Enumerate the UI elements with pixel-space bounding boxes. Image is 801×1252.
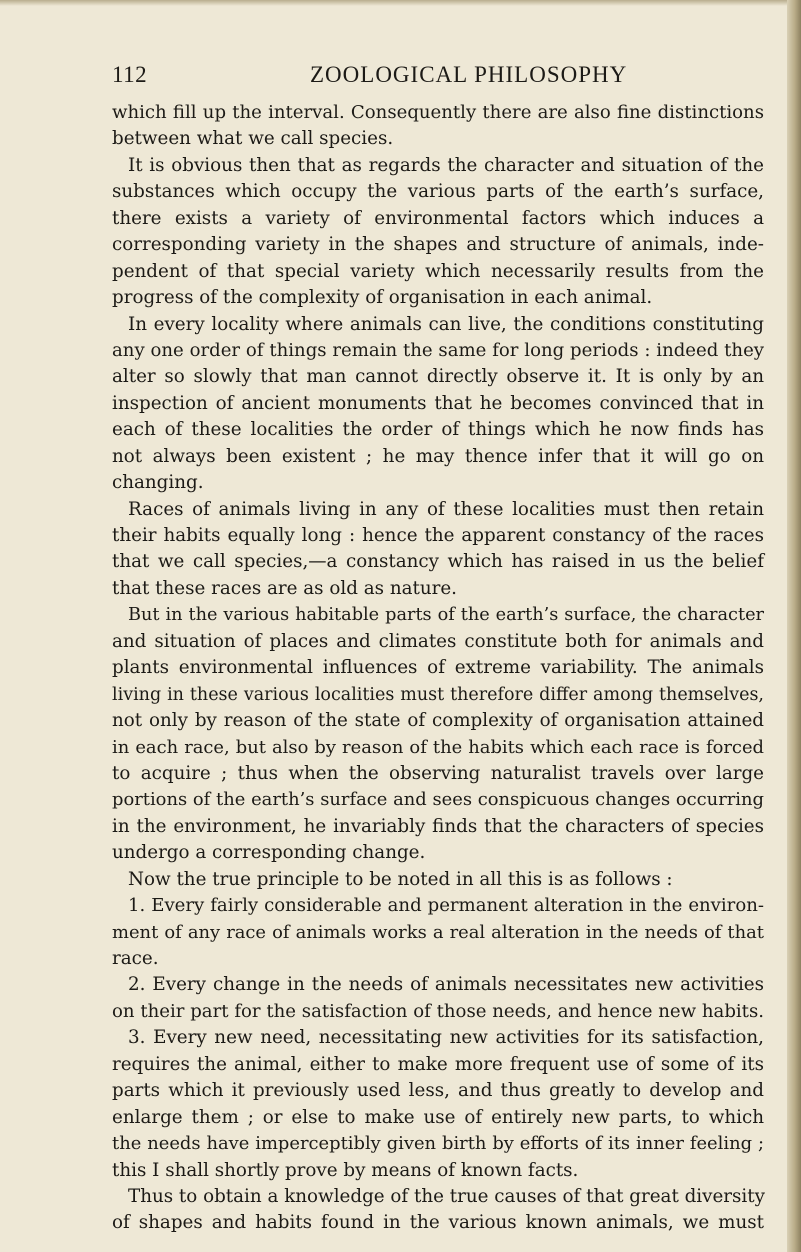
body-text xyxy=(112,100,764,1237)
text-line: their habits equally long : hence the apparent constancy of the races xyxy=(112,525,764,546)
text-line: to acquire ; thus when the observing naturalist travels over large xyxy=(112,762,764,784)
text-line: corresponding variety in the shapes and structure of animals, inde- xyxy=(112,234,764,256)
text-line: 1. Every fairly considerable and permanent alteration in the environ- xyxy=(128,895,764,917)
text-line: on their part for the satisfaction of those needs, and hence new habits. xyxy=(112,1000,764,1022)
text-line: Races of animals living in any of these localities must then retain xyxy=(128,498,764,520)
text-line: alter so slowly that man cannot directly observe it. It is only by an xyxy=(112,366,764,388)
text-line: race. xyxy=(112,948,159,969)
text-line: this I shall shortly prove by means of known facts. xyxy=(112,1159,579,1181)
text-line: It is obvious then that as regards the character and situation of the xyxy=(128,154,764,176)
text-line: inspection of ancient monuments that he becomes convinced that in xyxy=(112,392,764,414)
text-line: in each race, but also by reason of the habits which each race is forced xyxy=(112,736,764,758)
text-line: requires the animal, either to make more frequent use of some of its xyxy=(112,1053,764,1075)
page-header xyxy=(112,62,762,92)
page-binding-edge xyxy=(787,0,801,1252)
text-line: there exists a variety of environmental factors which induces a xyxy=(112,207,764,229)
text-line: Now the true principle to be noted in all this is as follows : xyxy=(128,868,673,890)
text-line: in the environment, he invariably finds that the characters of species xyxy=(112,815,764,837)
running-head: ZOOLOGICAL PHILOSOPHY xyxy=(310,62,628,87)
text-line: portions of the earth’s surface and sees conspicuous changes occurring xyxy=(112,789,764,811)
text-line: plants environmental influences of extreme variability. The animals xyxy=(112,657,764,679)
page-top-edge xyxy=(0,0,801,6)
text-line: undergo a corresponding change. xyxy=(112,842,426,864)
text-line: parts which it previously used less, and thus greatly to develop and xyxy=(112,1080,764,1102)
text-line: 2. Every change in the needs of animals necessitates new activities xyxy=(128,974,764,996)
text-line: that these races are as old as nature. xyxy=(112,577,457,599)
text-line: Thus to obtain a knowledge of the true causes of that great diversity xyxy=(128,1185,765,1207)
text-line: not only by reason of the state of complexity of organisation attained xyxy=(112,710,764,732)
text-line: the needs have imperceptibly given birth by efforts of its inner feeling ; xyxy=(112,1133,764,1155)
text-line: that we call species,—a constancy which has raised in us the belief xyxy=(112,551,764,573)
text-line: which fill up the interval. Consequently there are also fine distinctions xyxy=(112,102,764,123)
text-line: But in the various habitable parts of the earth’s surface, the character xyxy=(128,605,764,626)
text-line: of shapes and habits found in the various known animals, we must xyxy=(112,1212,764,1234)
text-line: living in these various localities must therefore differ among themselves, xyxy=(112,684,764,705)
text-line: ment of any race of animals works a real alteration in the needs of that xyxy=(112,921,764,943)
text-line: enlarge them ; or else to make use of entirely new parts, to which xyxy=(112,1106,764,1128)
text-line: between what we call species. xyxy=(112,128,394,150)
text-line: In every locality where animals can live, the conditions constituting xyxy=(128,313,764,335)
text-line: substances which occupy the various parts of the earth’s surface, xyxy=(112,181,764,203)
text-line: pendent of that special variety which necessarily results from the xyxy=(112,260,764,282)
text-line: progress of the complexity of organisation in each animal. xyxy=(112,287,653,309)
text-line: any one order of things remain the same for long periods : indeed they xyxy=(112,339,764,361)
text-line: and situation of places and climates constitute both for animals and xyxy=(112,630,764,652)
text-line: changing. xyxy=(112,472,204,494)
page-number: 112 xyxy=(112,62,148,87)
text-line: not always been existent ; he may thence infer that it will go on xyxy=(112,445,764,467)
text-line: 3. Every new need, necessitating new activities for its satisfaction, xyxy=(128,1027,764,1049)
text-line: each of these localities the order of things which he now finds has xyxy=(112,419,764,441)
